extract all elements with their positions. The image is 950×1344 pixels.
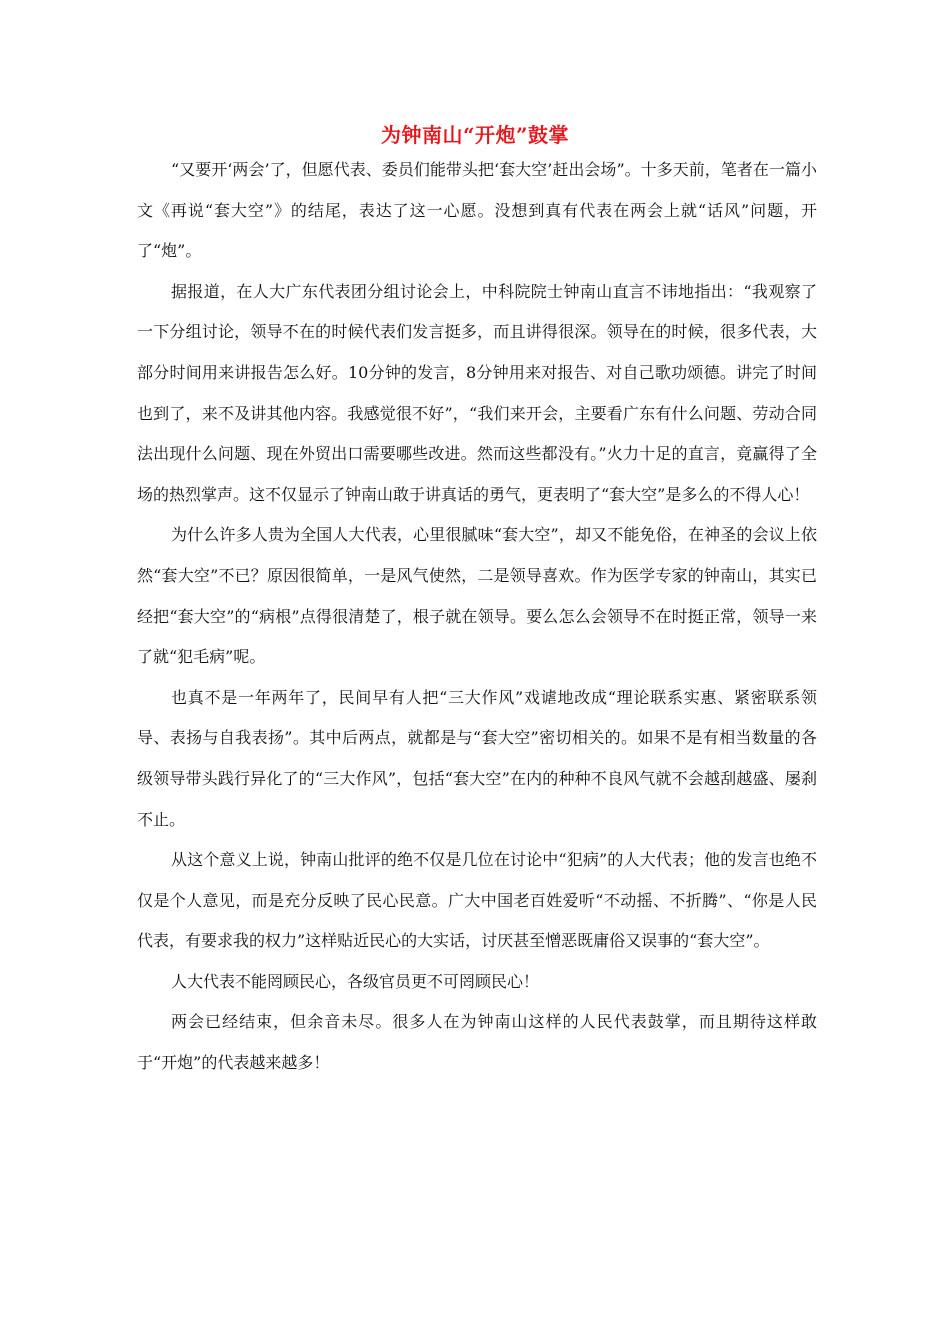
paragraph: 从这个意义上说，钟南山批评的绝不仅是几位在讨论中“犯病”的人大代表；他的发言也绝不仅是个人意见，而是充分反映了民心民意。广大中国老百姓爱听“不动摇、不折腾”、“你是人民代表，有要求我的权力”这样贴近民心的大实话，讨厌甚至憎恶既庸俗又误事的“套大空”。 <box>137 850 817 951</box>
document-body <box>137 150 817 1084</box>
paragraph: “又要开‘两会’了，但愿代表、委员们能带头把‘套大空’赶出会场”。十多天前，笔者在一篇小文《再说“套大空”》的结尾，表达了这一心愿。没想到真有代表在两会上就“话风”问题，开了“炮”。 <box>137 160 817 261</box>
paragraph: 两会已经结束，但余音未尽。很多人在为钟南山这样的人民代表鼓掌，而且期待这样敢于“开炮”的代表越来越多！ <box>137 1012 817 1073</box>
paragraph: 为什么许多人贵为全国人大代表，心里很腻味“套大空”，却又不能免俗，在神圣的会议上依然“套大空”不已？原因很简单，一是风气使然，二是领导喜欢。作为医学专家的钟南山，其实已经把“套大空”的“病根”点得很清楚了，根子就在领导。要么怎么会领导不在时挺正常，领导一来了就“犯毛病”呢。 <box>137 525 817 667</box>
paragraph: 据报道，在人大广东代表团分组讨论会上，中科院院士钟南山直言不讳地指出：“我观察了一下分组讨论，领导不在的时候代表们发言挺多，而且讲得很深。领导在的时候，很多代表，大部分时间用来讲报告怎么好。10分钟的发言，8分钟用来对报告、对自己歌功颂德。讲完了时间也到了，来不及讲其他内容。我感觉很不好”，“我们来开会，主要看广东有什么问题、劳动合同法出现什么问题、现在外贸出口需要哪些改进。然而这些都没有。”火力十足的直言，竟赢得了全场的热烈掌声。这不仅显示了钟南山敢于讲真话的勇气，更表明了“套大空”是多么的不得人心！ <box>137 281 817 504</box>
paragraph: 人大代表不能罔顾民心，各级官员更不可罔顾民心！ <box>171 971 540 991</box>
paragraph: 也真不是一年两年了，民间早有人把“三大作风”戏谑地改成“理论联系实惠、紧密联系领导、表扬与自我表扬”。其中后两点，就都是与“套大空”密切相关的。如果不是有相当数量的各级领导带头践行异化了的“三大作风”，包括“套大空”在内的种种不良风气就不会越刮越盛、屡刹不止。 <box>137 687 817 829</box>
document-title: 为钟南山“开炮”鼓掌 <box>380 123 569 147</box>
